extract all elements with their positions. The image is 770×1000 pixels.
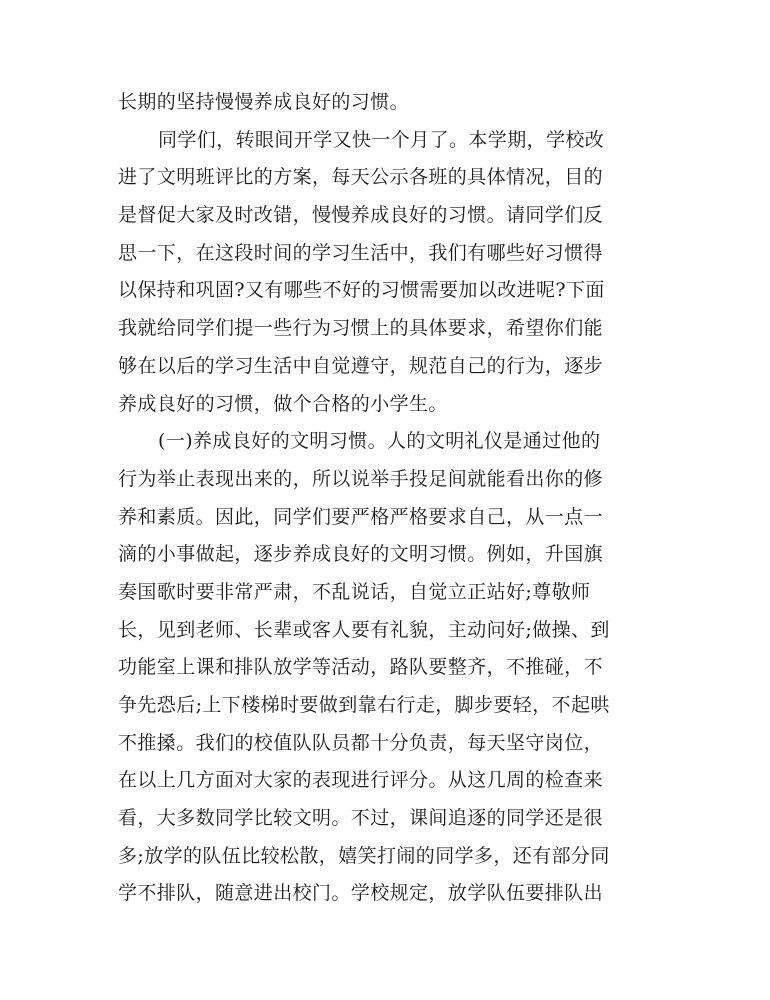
text-line: 在以上几方面对大家的表现进行评分。从这几周的检查来 <box>118 769 604 792</box>
text-line: 奏国歌时要非常严肃，不乱说话，自觉立正站好;尊敬师 <box>118 580 591 603</box>
text-line: 养和素质。因此，同学们要严格严格要求自己，从一点一 <box>118 505 604 528</box>
text-line: 长，见到老师、长辈或客人要有礼貌，主动问好;做操、到 <box>118 618 610 641</box>
text-line: 进了文明班评比的方案，每天公示各班的具体情况，目的 <box>118 166 604 189</box>
text-line: 不推搡。我们的校值队队员都十分负责，每天坚守岗位， <box>118 731 604 754</box>
text-line: 争先恐后;上下楼梯时要做到靠右行走，脚步要轻，不起哄 <box>118 694 610 716</box>
text-line: 行为举止表现出来的，所以说举手投足间就能看出你的修 <box>118 467 604 490</box>
text-line: 看，大多数同学比较文明。不过，课间追逐的同学还是很 <box>118 807 604 830</box>
text-line: 滴的小事做起，逐步养成良好的文明习惯。例如，升国旗 <box>118 543 604 566</box>
text-line: 多;放学的队伍比较松散，嬉笑打闹的同学多，还有部分同 <box>118 844 610 867</box>
text-line: 是督促大家及时改错，慢慢养成良好的习惯。请同学们反 <box>118 204 604 227</box>
text-line: 思一下，在这段时间的学习生活中，我们有哪些好习惯得 <box>118 241 604 264</box>
text-line: 学不排队，随意进出校门。学校规定，放学队伍要排队出 <box>118 882 604 905</box>
text-line: 我就给同学们提一些行为习惯上的具体要求，希望你们能 <box>118 317 604 340</box>
text-line: 长期的坚持慢慢养成良好的习惯。 <box>118 91 410 113</box>
document-body <box>118 84 658 913</box>
text-line: 够在以后的学习生活中自觉遵守，规范自己的行为，逐步 <box>118 354 604 377</box>
paragraph-first-line: (一)养成良好的文明习惯。人的文明礼仪是通过他的 <box>158 430 601 453</box>
text-line: 以保持和巩固?又有哪些不好的习惯需要加以改进呢?下面 <box>118 279 605 302</box>
text-line: 功能室上课和排队放学等活动，路队要整齐，不推碰，不 <box>118 656 604 679</box>
text-line: 养成良好的习惯，做个合格的小学生。 <box>118 392 448 415</box>
paragraph-first-line: 同学们，转眼间开学又快一个月了。本学期，学校改 <box>158 128 605 151</box>
